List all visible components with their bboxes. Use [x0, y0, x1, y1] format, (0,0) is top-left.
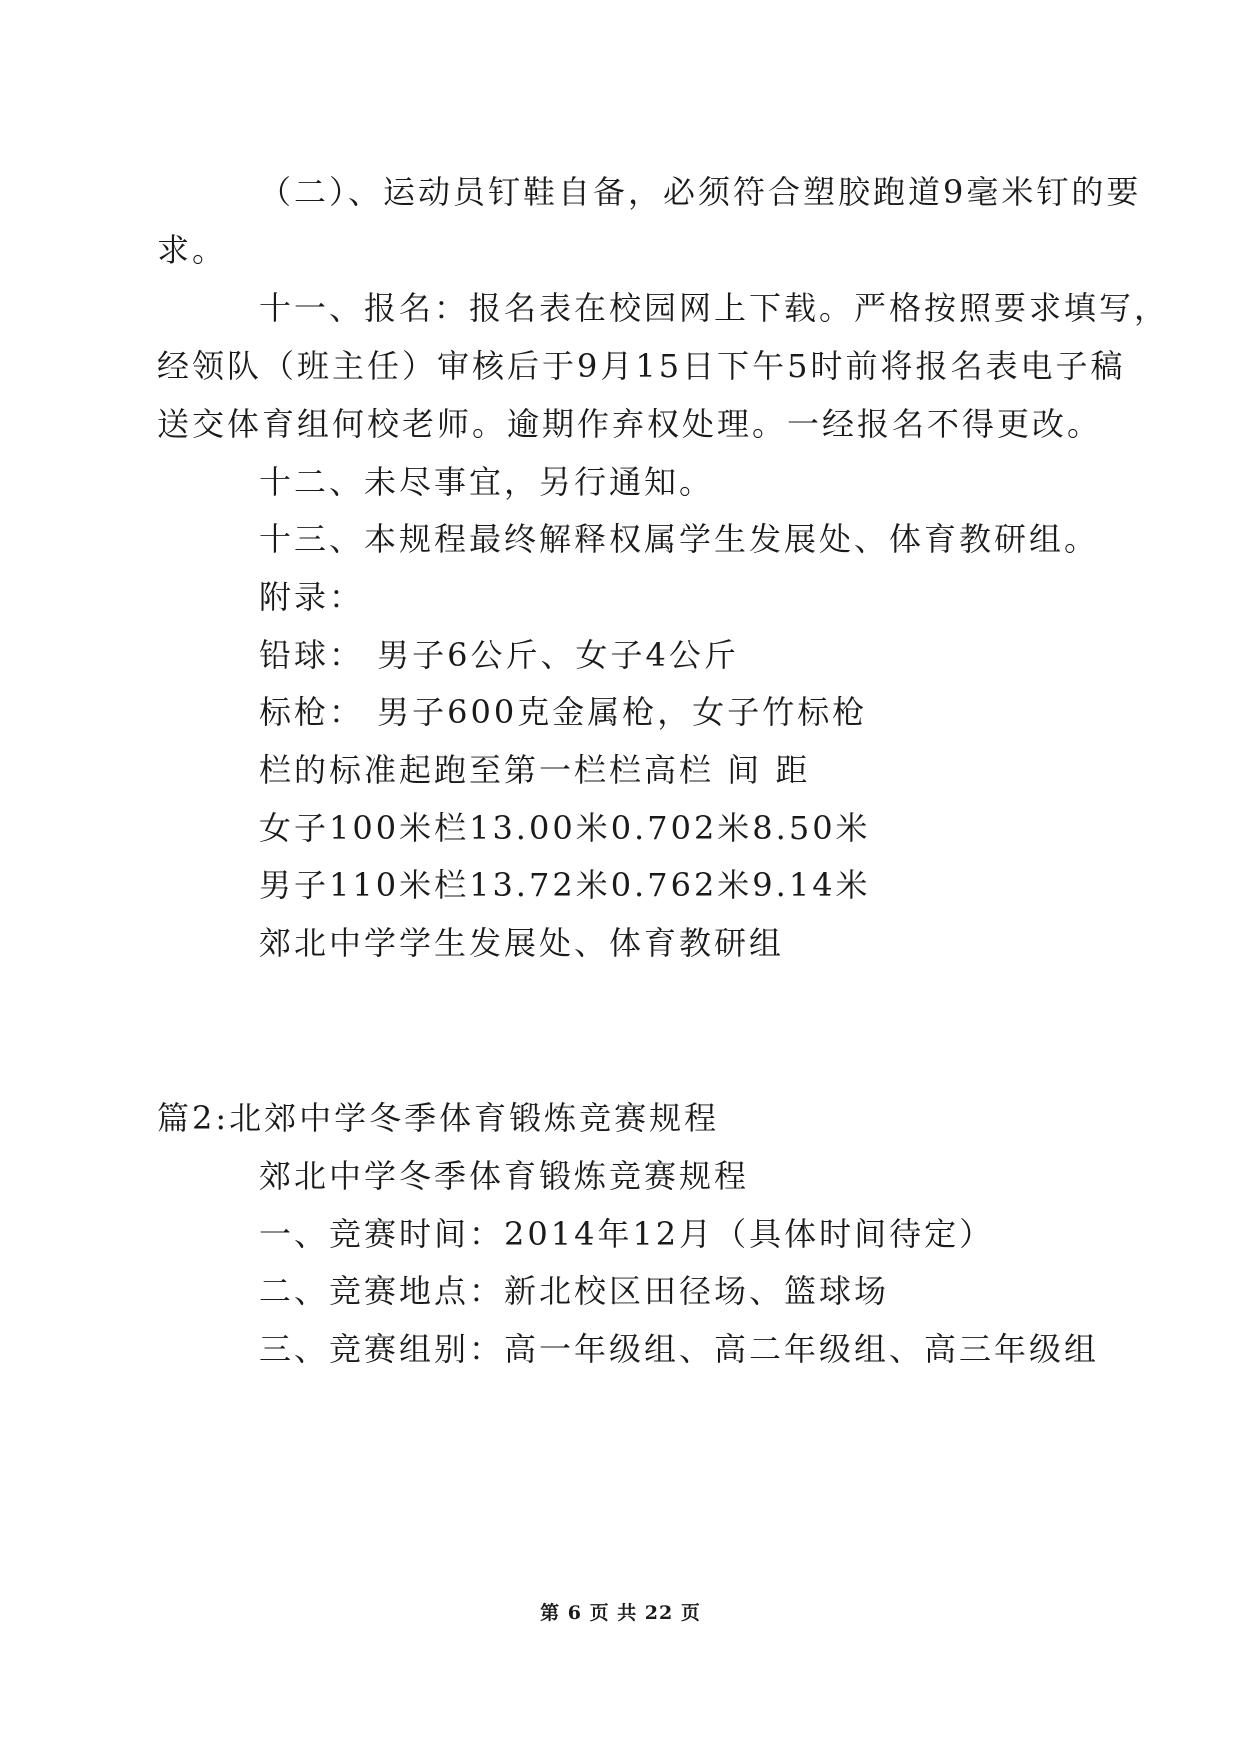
rule-item-3-groups: 三、竞赛组别：高一年级组、高二年级组、高三年级组 [259, 1330, 1100, 1368]
document-subtitle: 郊北中学冬季体育锻炼竞赛规程 [259, 1157, 750, 1195]
hurdle-table-row-men: 男子110米栏13.72米0.762米9.14米 [259, 866, 871, 904]
appendix-heading: 附录： [259, 578, 365, 616]
paragraph-registration-line1: 十一、报名：报名表在校园网上下载。严格按照要求填写， [259, 289, 1170, 327]
section-title-part2: 篇2:北郊中学冬季体育锻炼竞赛规程 [157, 1099, 720, 1137]
hurdle-table-header: 栏的标准起跑至第一栏栏高栏 间 距 [259, 751, 811, 789]
paragraph-spikes-line2: 求。 [157, 231, 228, 269]
hurdle-table-row-women: 女子100米栏13.00米0.702米8.50米 [259, 809, 871, 847]
signature-organizer: 郊北中学学生发展处、体育教研组 [259, 924, 785, 962]
rule-item-2-venue: 二、竞赛地点：新北校区田径场、篮球场 [259, 1272, 890, 1310]
paragraph-item-13: 十三、本规程最终解释权属学生发展处、体育教研组。 [259, 520, 1100, 558]
appendix-shot-put: 铅球： 男子6公斤、女子4公斤 [259, 636, 739, 674]
appendix-javelin: 标枪： 男子600克金属枪，女子竹标枪 [259, 693, 868, 731]
paragraph-spikes-line1: （二）、运动员钉鞋自备，必须符合塑胶跑道9毫米钉的要 [259, 173, 1142, 211]
page-number-footer: 第 6 页 共 22 页 [540, 1602, 701, 1624]
paragraph-registration-line3: 送交体育组何校老师。逾期作弃权处理。一经报名不得更改。 [157, 405, 1103, 443]
rule-item-1-time: 一、竞赛时间：2014年12月（具体时间待定） [259, 1215, 995, 1253]
paragraph-item-12: 十二、未尽事宜，另行通知。 [259, 463, 715, 501]
paragraph-registration-line2: 经领队（班主任）审核后于9月15日下午5时前将报名表电子稿 [157, 347, 1126, 385]
